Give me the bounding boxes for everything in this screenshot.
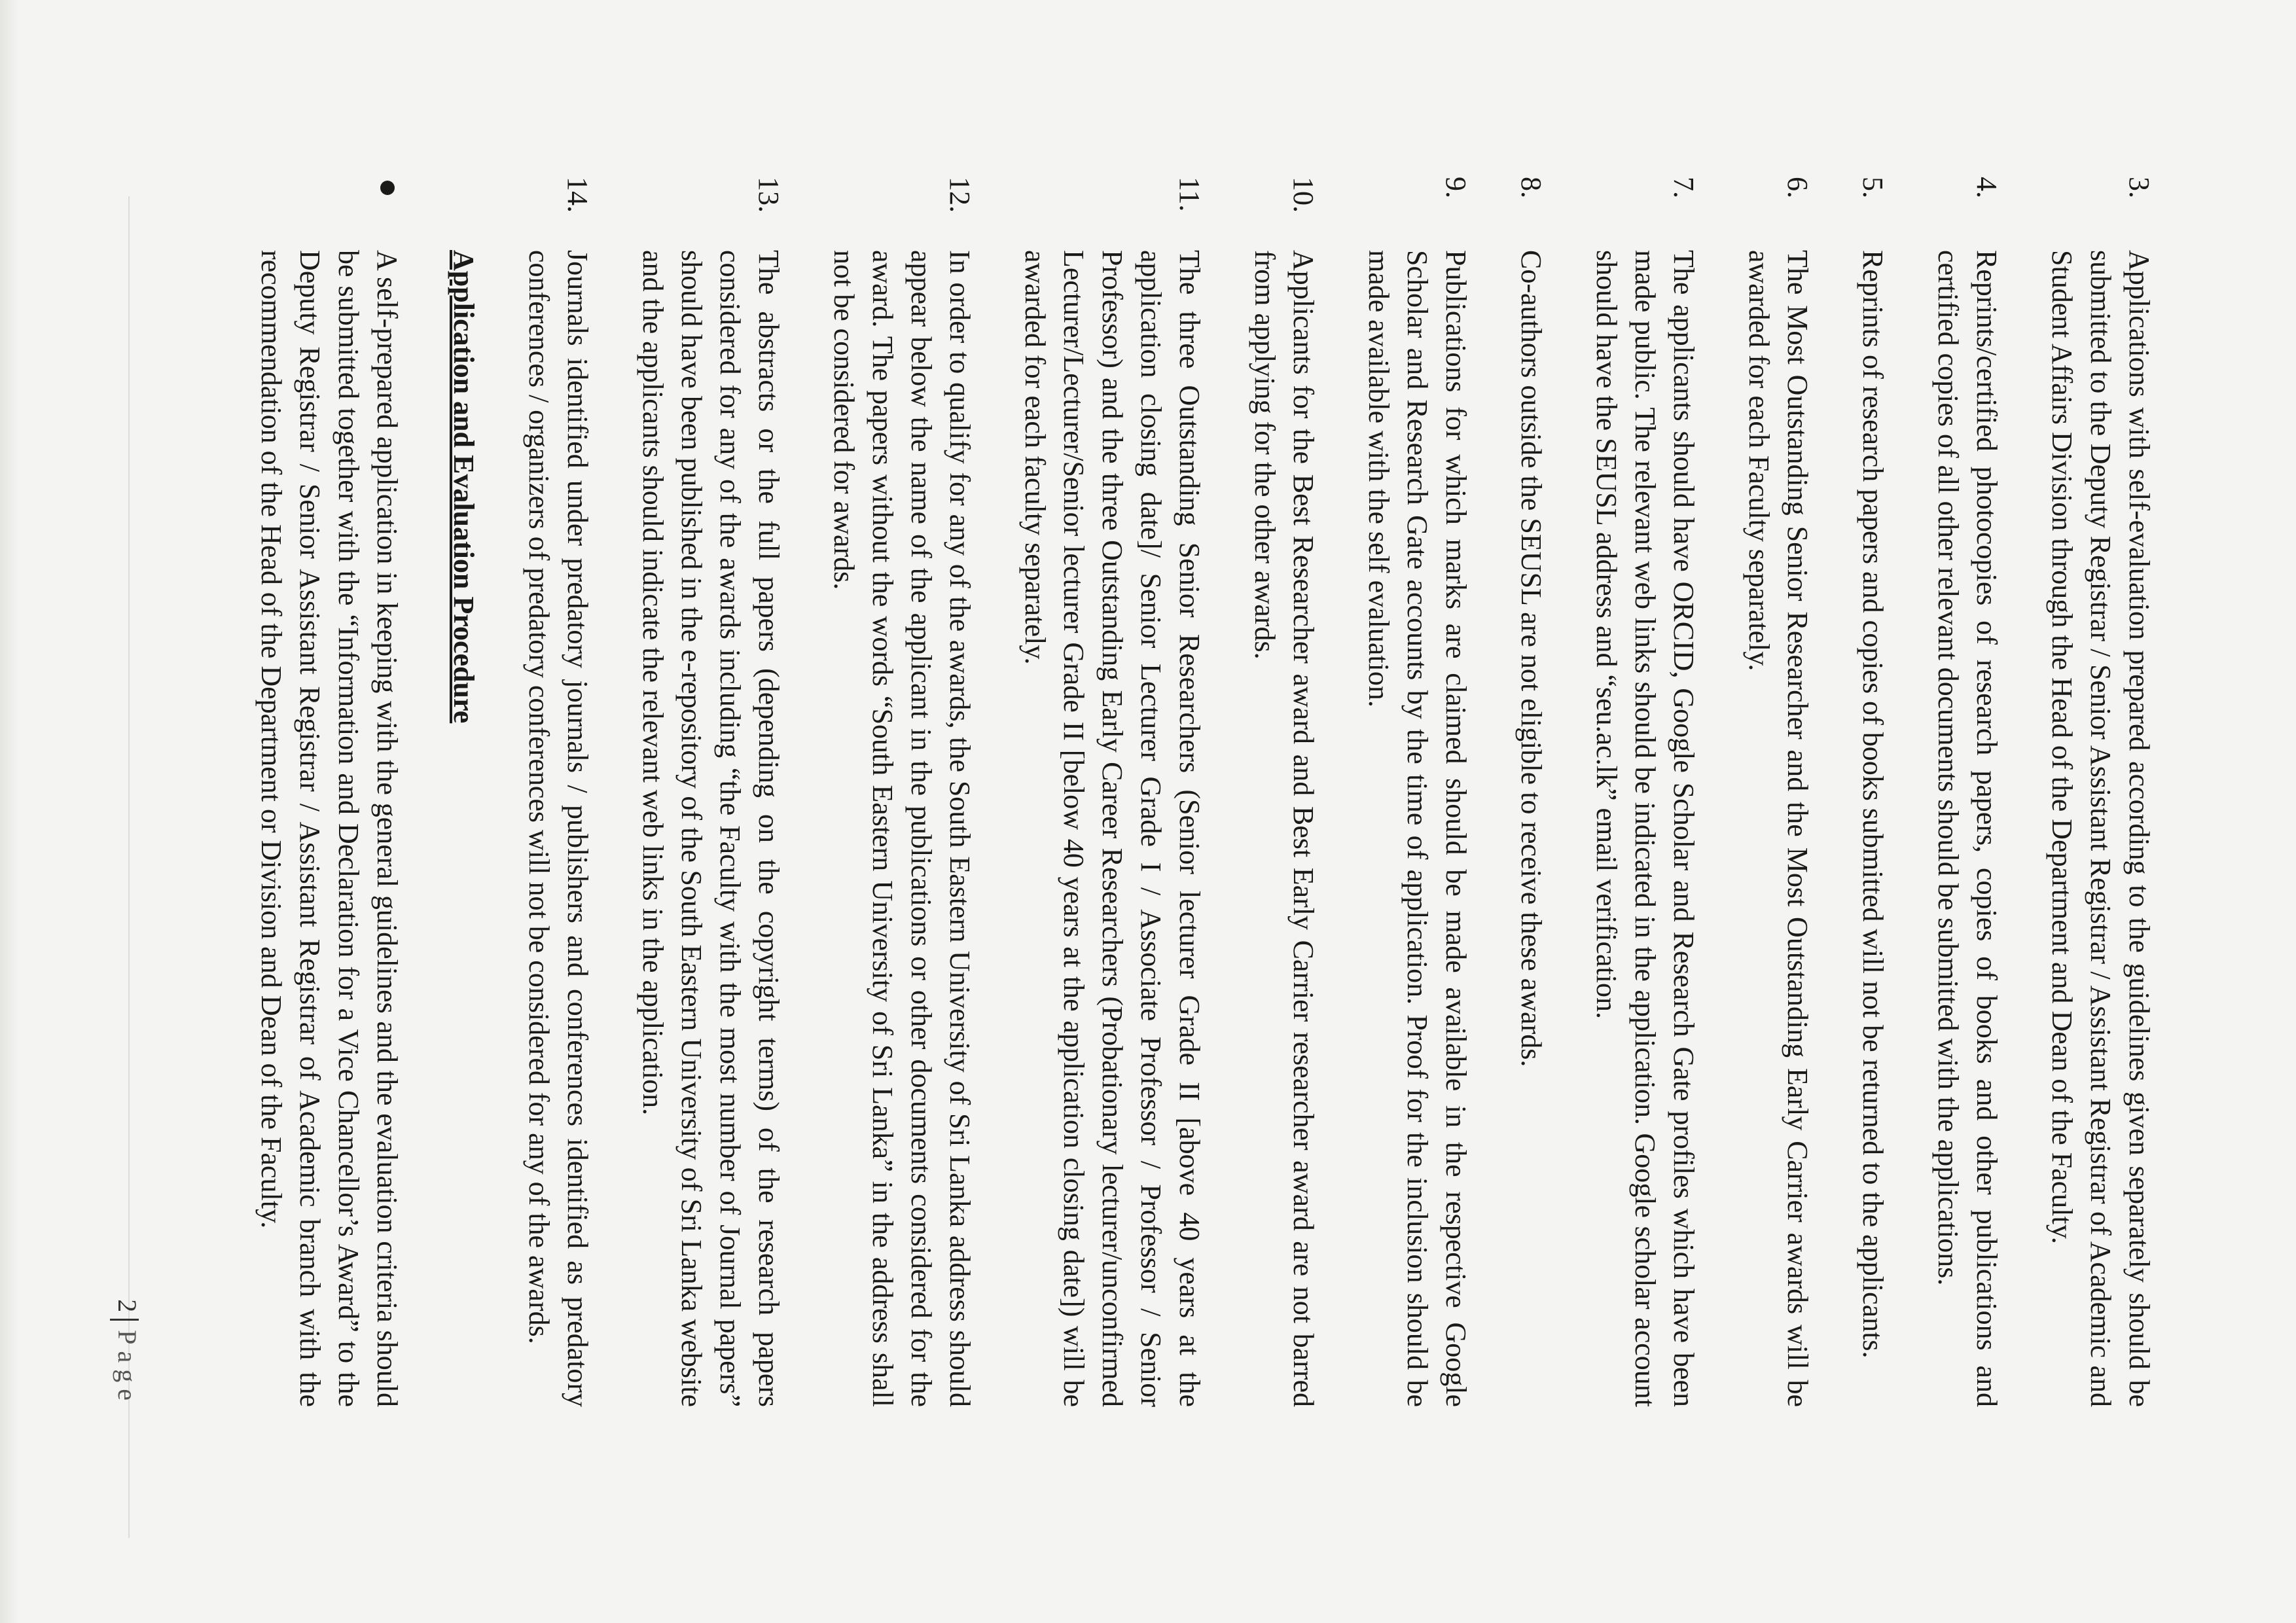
- page-number: 2: [113, 1299, 142, 1313]
- item-number: 9.: [1440, 177, 1472, 198]
- item-number: 13.: [753, 177, 785, 213]
- list-item: [1740, 177, 1817, 1407]
- item-text: Applicants for the Best Researcher award and Best Early Carrier researcher award are not barred from applying for the other awards.: [1249, 250, 1319, 1407]
- list-item: [1016, 177, 1209, 1407]
- item-number: 4.: [1971, 177, 2003, 198]
- item-number: 10.: [1287, 177, 1319, 213]
- item-text: Applications with self-evaluation prepared according to the guidelines given separately should be submitted to the Deputy Registrar / Senior Assistant Registrar / Assistant Registrar of Academic and Student Affairs Division through the Head of the Department and Dean of the Faculty.: [2046, 250, 2155, 1407]
- item-number: 12.: [944, 177, 976, 213]
- item-text: The Most Outstanding Senior Researcher and the Most Outstanding Early Carrier awards will be awarded for each Faculty separately.: [1743, 250, 1814, 1407]
- list-item: [1512, 177, 1551, 1407]
- bullet-dot-icon: [380, 181, 395, 195]
- guidelines-list: [520, 177, 2159, 1407]
- item-number: 5.: [1857, 177, 1889, 198]
- page-footer: [110, 1185, 143, 1407]
- list-item: [1246, 177, 1323, 1407]
- item-text: The three Outstanding Senior Researchers (Senior lecturer Grade II [above 40 years at the application closing date]/ Senior Lecturer Grade I / Associate Professor / Professor / Senior Professor) and the three Outstanding Early Career Researchers (Probationary lecturer/unconfirmed Lecturer/Lecturer/Senior lecturer Grade II [below 40 years at the application closing date]) will be awarded for each faculty separately.: [1019, 250, 1206, 1407]
- list-item: [2043, 177, 2159, 1407]
- document-body: [252, 177, 2159, 1407]
- bullet-text: A self-prepared application in keeping with the general guidelines and the evaluation criteria should be submitted together with the “Information and Declaration for a Vice Chancellor’s Award” to the Deputy Registrar / Senior Assistant Registrar / Assistant Registrar of Academic branch with the recommendation of the Head of the Department or Division and Dean of the Faculty.: [255, 250, 403, 1407]
- list-item: [1854, 177, 1892, 1407]
- list-item: [1929, 177, 2006, 1407]
- item-number: 8.: [1515, 177, 1547, 198]
- item-text: In order to qualify for any of the awards, the South Eastern University of Sri Lanka address should appear below the name of the applicant in the publications or other documents considered for the award. The papers without the words “South Eastern University of Sri Lanka” in the address shall not be considered for awards.: [828, 250, 976, 1407]
- item-text: Journals identified under predatory journals / publishers and conferences identified as predatory conferences / organizers of predatory conferences will not be considered for any of the awards.: [523, 250, 594, 1407]
- item-number: 6.: [1782, 177, 1814, 198]
- item-text: Co-authors outside the SEUSL are not eligible to receive these awards.: [1515, 250, 1547, 1067]
- item-text: Reprints of research papers and copies of books submitted will not be returned to the applicants.: [1857, 250, 1889, 1359]
- item-number: 7.: [1668, 177, 1700, 198]
- list-item: [1359, 177, 1475, 1407]
- list-item: [520, 177, 597, 1407]
- list-item: [1587, 177, 1703, 1407]
- item-text: The abstracts or the full papers (depending on the copyright terms) of the research papers considered for any of the awards including “the Faculty with the most number of Journal papers” should have been published in the e-repository of the South Eastern University of Sri Lanka website and the applicants should indicate the relevant web links in the application.: [637, 250, 785, 1407]
- item-text: Reprints/certified photocopies of research papers, copies of books and other publications and certified copies of all other relevant documents should be submitted with the applications.: [1932, 250, 2003, 1407]
- bullet-item: [252, 177, 406, 1407]
- item-number: 11.: [1174, 177, 1206, 212]
- section-heading: Application and Evaluation Procedure: [448, 250, 480, 724]
- item-number: 3.: [2123, 177, 2155, 198]
- page-word: Page: [113, 1330, 142, 1407]
- footer-separator: [110, 1319, 139, 1321]
- list-item: [634, 177, 788, 1407]
- item-text: Publications for which marks are claimed should be made available in the respective Google Scholar and Research Gate accounts by the time of application. Proof for the inclusion should be made available with the self evaluation.: [1363, 250, 1472, 1407]
- item-number: 14.: [562, 177, 594, 213]
- list-item: [825, 177, 979, 1407]
- item-text: The applicants should have ORCID, Google Scholar and Research Gate profiles which have been made public. The relevant web links should be indicated in the application. Google scholar account should have the SEUSL address and “seu.ac.lk” email verification.: [1590, 250, 1700, 1407]
